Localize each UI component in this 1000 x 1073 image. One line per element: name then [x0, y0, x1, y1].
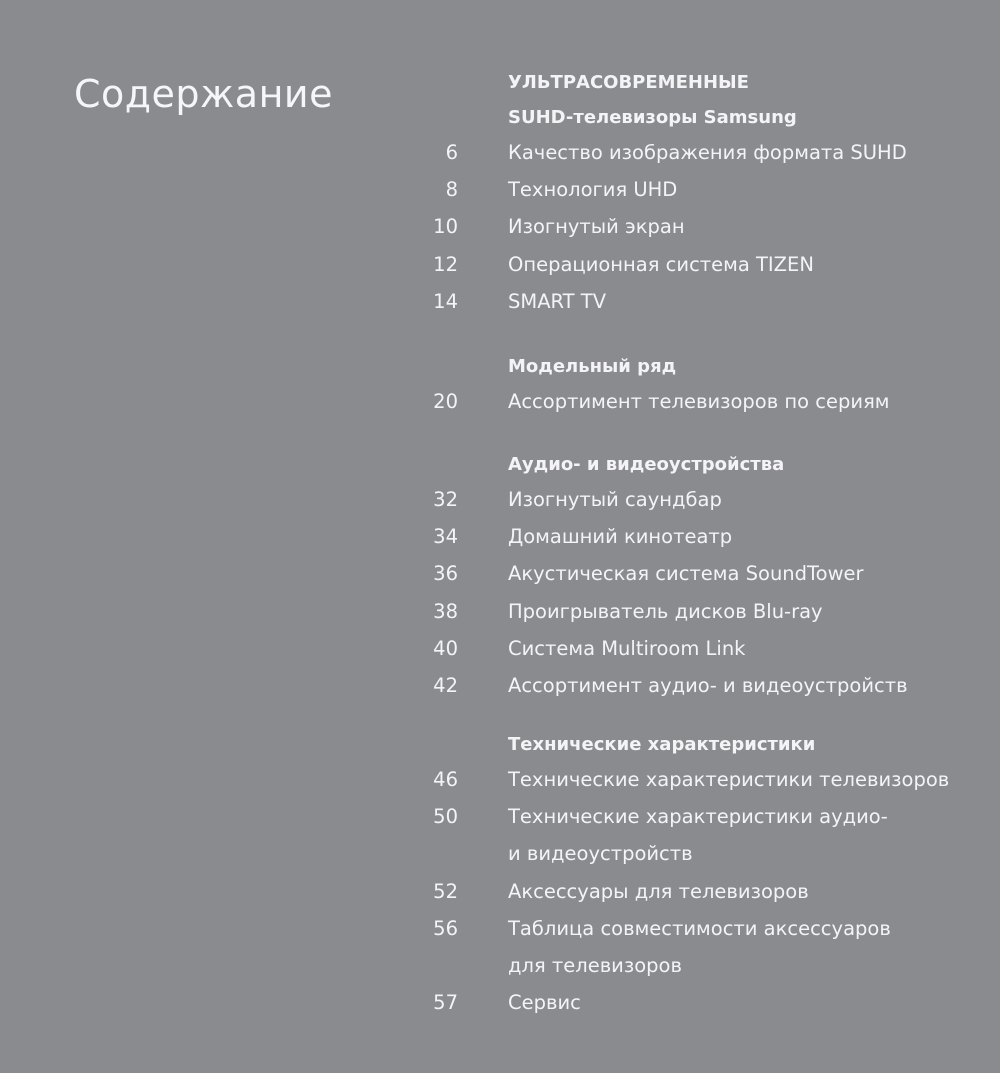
- toc-entry[interactable]: [0, 597, 1000, 627]
- entry-title: Ассортимент аудио- и видеоустройств: [508, 674, 908, 697]
- entry-title: Качество изображения формата SUHD: [508, 141, 907, 164]
- page-number: 34: [433, 525, 458, 549]
- page-number: 46: [433, 768, 458, 791]
- page-number: 8: [445, 178, 458, 202]
- page-number: 20: [433, 390, 458, 413]
- page-number: 50: [433, 805, 458, 829]
- entry-title: Технические характеристики аудио-: [508, 805, 888, 829]
- toc-entry[interactable]: [0, 287, 1000, 317]
- entry-title: Таблица совместимости аксессуаров: [508, 916, 891, 940]
- toc-entry[interactable]: [0, 485, 1000, 515]
- page-number: 56: [433, 916, 458, 940]
- entry-title: и видеоустройств: [508, 842, 693, 866]
- section-heading: Аудио- и видеоустройства: [508, 454, 785, 475]
- toc-entry[interactable]: [0, 802, 1000, 866]
- section-heading: УЛЬТРАСОВРЕМЕННЫЕ: [508, 72, 749, 93]
- section-heading: SUHD-телевизоры Samsung: [508, 107, 797, 128]
- page-number: 32: [433, 488, 458, 511]
- entry-title: Система Multiroom Link: [508, 636, 746, 660]
- page-number: 14: [433, 289, 458, 313]
- toc-entry[interactable]: [0, 634, 1000, 664]
- section-heading: Технические характеристики: [508, 734, 816, 755]
- toc-entry[interactable]: [0, 914, 1000, 977]
- page-number: 36: [433, 562, 458, 586]
- toc-entry[interactable]: [0, 138, 1000, 168]
- page-number: 42: [433, 674, 458, 697]
- entry-title: Технические характеристики телевизоров: [508, 768, 950, 791]
- page-number: 57: [433, 991, 458, 1015]
- entry-title: Ассортимент телевизоров по сериям: [508, 390, 890, 413]
- entry-title: Изогнутый саундбар: [508, 488, 722, 511]
- entry-title: для телевизоров: [508, 953, 682, 977]
- entry-title: Изогнутый экран: [508, 215, 685, 239]
- toc-entry[interactable]: [0, 387, 1000, 417]
- toc-entry[interactable]: [0, 559, 1000, 589]
- page-number: 6: [445, 141, 458, 164]
- entry-title: Домашний кинотеатр: [508, 525, 733, 549]
- entry-title: Операционная система TIZEN: [508, 252, 814, 276]
- toc-entry[interactable]: [0, 877, 1000, 907]
- toc-entry[interactable]: [0, 250, 1000, 280]
- entry-title: Проигрыватель дисков Blu-ray: [508, 599, 823, 623]
- page-number: 10: [433, 215, 458, 239]
- toc-entry[interactable]: [0, 212, 1000, 242]
- toc-entry[interactable]: [0, 522, 1000, 552]
- toc-entry[interactable]: [0, 175, 1000, 205]
- entry-title: Аксессуары для телевизоров: [508, 879, 809, 903]
- entry-title: Сервис: [508, 991, 581, 1015]
- page-number: 12: [433, 252, 458, 276]
- page-number: 38: [433, 599, 458, 623]
- toc-entry[interactable]: [0, 671, 1000, 701]
- entry-title: Акустическая система SoundTower: [508, 562, 864, 586]
- toc-entry[interactable]: [0, 988, 1000, 1018]
- entry-title: SMART TV: [508, 289, 607, 313]
- page-number: 52: [433, 879, 458, 903]
- toc-entry[interactable]: [0, 765, 1000, 795]
- entry-title: Технология UHD: [508, 178, 678, 202]
- page-number: 40: [433, 636, 458, 660]
- section-heading: Модельный ряд: [508, 356, 677, 377]
- page-title: Содержание: [74, 72, 333, 116]
